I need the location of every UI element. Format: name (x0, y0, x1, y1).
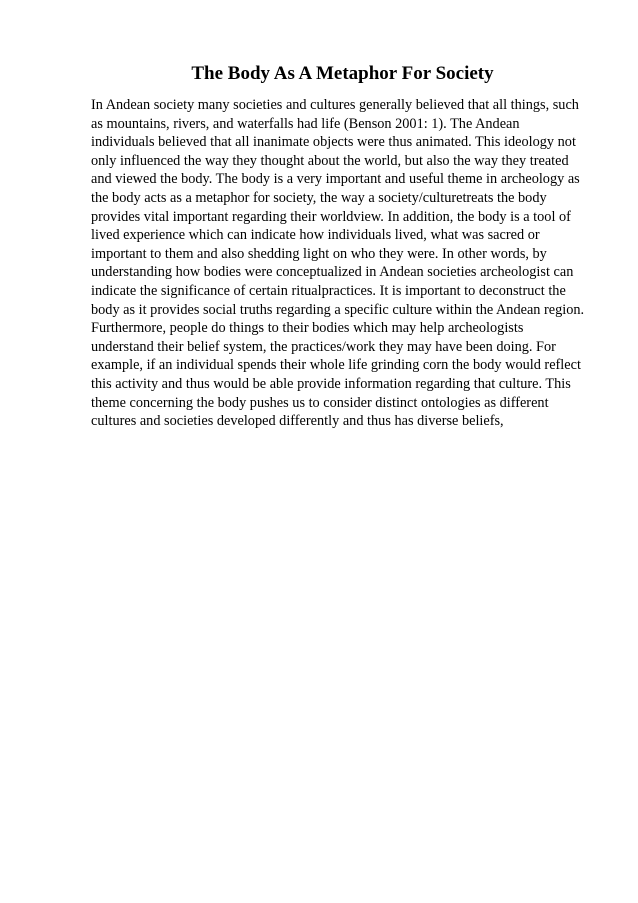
body-paragraph (91, 96, 603, 431)
body-line: this activity and thus would be able provide information regarding that culture. This (91, 375, 571, 392)
body-line: indicate the significance of certain ritualpractices. It is important to deconstruct the (91, 282, 566, 299)
body-line: provides vital important regarding their worldview. In addition, the body is a tool of (91, 208, 571, 225)
body-line: lived experience which can indicate how individuals lived, what was sacred or (91, 227, 540, 244)
body-line: and viewed the body. The body is a very important and useful theme in archeology as (91, 171, 580, 188)
body-line: In Andean society many societies and cultures generally believed that all things, such (91, 97, 579, 113)
body-line: as mountains, rivers, and waterfalls had life (Benson 2001: 1). The Andean (91, 115, 520, 132)
body-line: body as it provides social truths regarding a specific culture within the Andean region. (91, 301, 585, 318)
body-line: example, if an individual spends their whole life grinding corn the body would reflect (91, 357, 581, 374)
body-line: only influenced the way they thought about the world, but also the way they treated (91, 152, 569, 169)
body-line: cultures and societies developed differently and thus has diverse beliefs, (91, 413, 504, 430)
body-line: important to them and also shedding light on who they were. In other words, by (91, 245, 547, 262)
body-line: theme concerning the body pushes us to consider distinct ontologies as different (91, 394, 549, 411)
body-line: understand their belief system, the practices/work they may have been doing. For (91, 338, 556, 355)
body-line: the body acts as a metaphor for society, the way a society/culturetreats the body (91, 189, 547, 206)
body-line: Furthermore, people do things to their bodies which may help archeologists (91, 320, 524, 337)
body-line: understanding how bodies were conceptualized in Andean societies archeologist can (91, 264, 574, 281)
page-title: The Body As A Metaphor For Society (191, 63, 494, 84)
body-line: individuals believed that all inanimate objects were thus animated. This ideology not (91, 134, 576, 151)
